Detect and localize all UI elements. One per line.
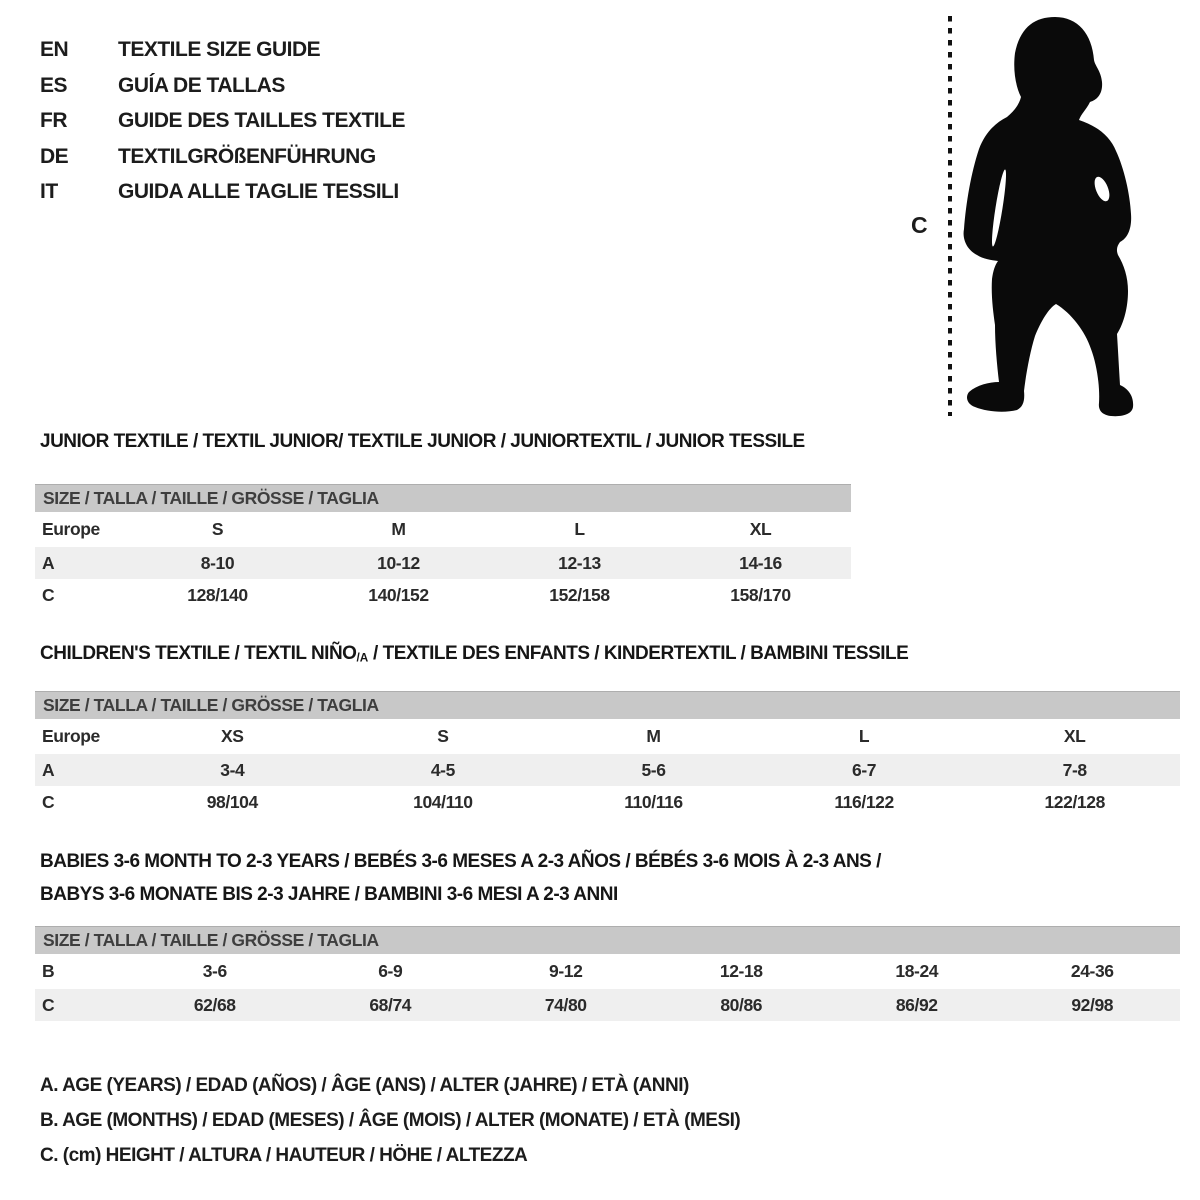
- legend-line-b: B. AGE (MONTHS) / EDAD (MESES) / ÂGE (MOIS) / ALTER (MONATE) / ETÀ (MESI): [40, 1110, 741, 1131]
- lang-code-it: IT: [40, 180, 58, 203]
- row-label: A: [35, 754, 127, 786]
- language-title-block: [40, 32, 405, 210]
- row-label: B: [42, 961, 55, 981]
- lang-title-de: TEXTILGRÖßENFÜHRUNG: [118, 144, 376, 168]
- lang-code-fr: FR: [40, 109, 67, 132]
- babies-title-line1: BABIES 3-6 MONTH TO 2-3 YEARS / BEBÉS 3-6 MESES A 2-3 AÑOS / BÉBÉS 3-6 MOIS À 2-3 ANS /: [40, 851, 881, 872]
- size-value: XL: [1063, 726, 1086, 746]
- size-table-children: [35, 691, 1180, 818]
- row-label: Europe: [42, 726, 100, 746]
- row-label: A: [35, 547, 127, 579]
- age-value: 3-6: [202, 961, 227, 981]
- size-value: S: [211, 519, 224, 539]
- size-value: L: [858, 726, 870, 746]
- age-value: 14-16: [670, 547, 851, 579]
- table-row-height: [35, 989, 1180, 1021]
- children-title-prefix: CHILDREN'S TEXTILE / TEXTIL NIÑO: [40, 643, 357, 664]
- size-value: XL: [749, 519, 772, 539]
- size-table-babies: [35, 926, 1180, 1021]
- size-table-junior: [35, 484, 851, 611]
- height-value: 86/92: [829, 989, 1005, 1021]
- section-title-junior: JUNIOR TEXTILE / TEXTIL JUNIOR/ TEXTILE JUNIOR / JUNIORTEXTIL / JUNIOR TESSILE: [40, 431, 805, 452]
- lang-title-en: TEXTILE SIZE GUIDE: [118, 38, 321, 61]
- height-value: 62/68: [127, 989, 303, 1021]
- table-row-europe: [35, 512, 851, 547]
- row-label: Europe: [42, 519, 100, 539]
- lang-row-it: [40, 174, 405, 210]
- height-value: 158/170: [730, 584, 791, 605]
- row-label: C: [42, 791, 55, 812]
- table-row-height: [35, 786, 1180, 818]
- height-value: 122/128: [1044, 791, 1105, 812]
- age-value: 6-7: [759, 754, 970, 786]
- lang-code-es: ES: [40, 73, 68, 97]
- height-value: 110/116: [624, 791, 683, 812]
- size-header-bar: SIZE / TALLA / TAILLE / GRÖSSE / TAGLIA: [35, 926, 1180, 954]
- lang-row-en: [40, 32, 405, 68]
- size-header-bar: SIZE / TALLA / TAILLE / GRÖSSE / TAGLIA: [35, 691, 1180, 719]
- row-label: C: [35, 989, 127, 1021]
- section-title-babies: [40, 845, 881, 911]
- size-header-bar: SIZE / TALLA / TAILLE / GRÖSSE / TAGLIA: [35, 484, 851, 512]
- table-row-age-months: [35, 954, 1180, 989]
- legend-line-c: C. (cm) HEIGHT / ALTURA / HAUTEUR / HÖHE / ALTEZZA: [40, 1145, 528, 1166]
- lang-title-it: GUIDA ALLE TAGLIE TESSILI: [118, 180, 399, 203]
- height-value: 80/86: [654, 989, 830, 1021]
- lang-code-de: DE: [40, 144, 69, 168]
- row-label: C: [42, 584, 55, 605]
- children-size-table: [35, 719, 1180, 818]
- age-value: 8-10: [127, 547, 308, 579]
- lang-row-de: [40, 139, 405, 175]
- table-row-height: [35, 579, 851, 611]
- junior-size-table: [35, 512, 851, 611]
- size-value: XS: [221, 726, 244, 746]
- size-value: S: [437, 726, 449, 746]
- age-value: 18-24: [895, 961, 939, 981]
- age-value: 12-13: [489, 547, 670, 579]
- lang-code-en: EN: [40, 38, 69, 61]
- age-value: 9-12: [549, 961, 583, 981]
- age-value: 6-9: [378, 961, 403, 981]
- size-value: L: [574, 519, 585, 539]
- height-value: 92/98: [1005, 989, 1181, 1021]
- dashed-measure-line-icon: [946, 16, 954, 421]
- lang-row-es: [40, 68, 405, 104]
- measure-label-c: C: [911, 212, 928, 238]
- height-value: 116/122: [834, 791, 894, 812]
- lang-title-es: GUÍA DE TALLAS: [118, 73, 285, 97]
- age-value: 7-8: [969, 754, 1180, 786]
- age-value: 5-6: [548, 754, 759, 786]
- section-title-children: [40, 643, 908, 665]
- table-row-europe: [35, 719, 1180, 754]
- lang-title-fr: GUIDE DES TAILLES TEXTILE: [118, 109, 405, 132]
- babies-size-table: [35, 954, 1180, 1021]
- height-value: 104/110: [413, 791, 473, 812]
- size-value: M: [391, 519, 406, 539]
- toddler-silhouette-icon: [960, 14, 1140, 423]
- age-value: 12-18: [719, 961, 763, 981]
- height-value: 128/140: [187, 584, 248, 605]
- height-value: 68/74: [303, 989, 479, 1021]
- age-value: 3-4: [127, 754, 338, 786]
- children-title-sub: /A: [356, 651, 369, 665]
- age-value: 10-12: [308, 547, 489, 579]
- legend-block: [40, 1068, 740, 1173]
- table-row-age: [35, 754, 1180, 786]
- age-value: 24-36: [1070, 961, 1114, 981]
- height-value: 98/104: [206, 791, 258, 812]
- table-row-age: [35, 547, 851, 579]
- age-value: 4-5: [338, 754, 549, 786]
- babies-title-line2: BABYS 3-6 MONATE BIS 2-3 JAHRE / BAMBINI 3-6 MESI A 2-3 ANNI: [40, 884, 618, 905]
- lang-row-fr: [40, 103, 405, 139]
- height-value: 140/152: [368, 584, 429, 605]
- height-value: 74/80: [478, 989, 654, 1021]
- children-title-suffix: / TEXTILE DES ENFANTS / KINDERTEXTIL / BAMBINI TESSILE: [368, 643, 909, 664]
- legend-line-a: A. AGE (YEARS) / EDAD (AÑOS) / ÂGE (ANS) / ALTER (JAHRE) / ETÀ (ANNI): [40, 1075, 689, 1096]
- size-value: M: [646, 726, 661, 746]
- height-value: 152/158: [549, 584, 610, 605]
